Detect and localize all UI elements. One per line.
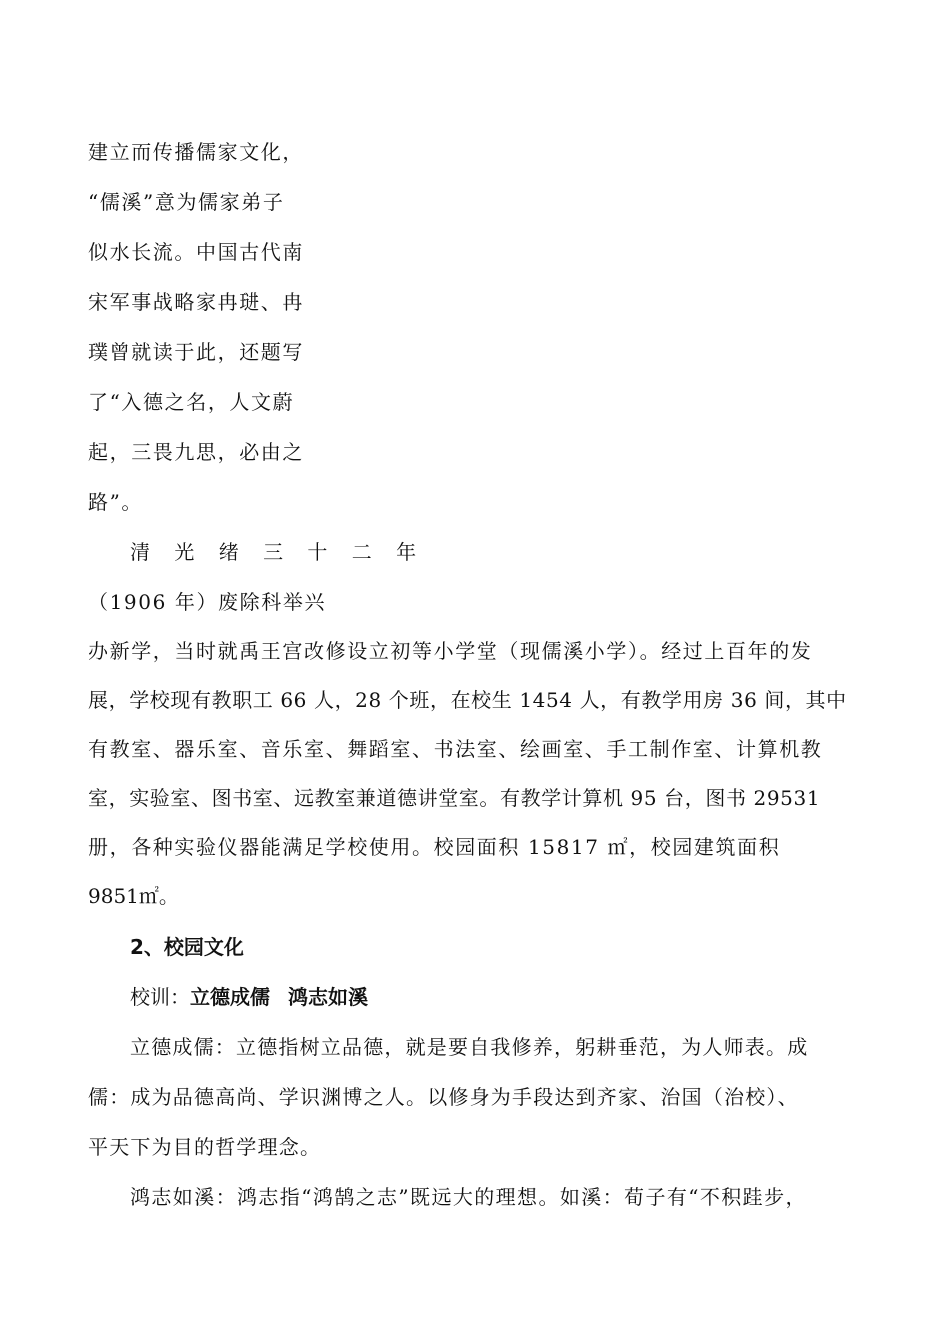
text-line: （1906 年）废除科举兴 [88, 590, 327, 614]
text-line: 册，各种实验仪器能满足学校使用。校园面积 15817 ㎡，校园建筑面积 [88, 835, 781, 859]
school-motto [130, 972, 368, 1022]
narrow-column-text [88, 127, 426, 627]
text-line: 璞曾就读于此，还题写 [88, 340, 304, 364]
text-line: 清 光 绪 三 十 二 年 [130, 540, 426, 564]
text-line: 立德成儒：立德指树立品德，就是要自我修养，躬耕垂范，为人师表。成 [130, 1035, 809, 1059]
motto-part-1: 立德成儒 [190, 985, 270, 1009]
text-line: 宋军事战略家冉琎、冉 [88, 290, 304, 314]
text-line: 展，学校现有教职工 66 人，28 个班，在校生 1454 人，有教学用房 36 间，其中 [88, 688, 847, 712]
text-line: 室，实验室、图书室、远教室兼道德讲堂室。有教学计算机 95 台，图书 29531 [88, 786, 821, 810]
text-line: 9851㎡。 [88, 884, 179, 908]
text-line: 有教室、器乐室、音乐室、舞蹈室、书法室、绘画室、手工制作室、计算机教 [88, 737, 823, 761]
text-line: 建立而传播儒家文化， [88, 140, 304, 164]
motto-explanation-1 [88, 1022, 868, 1172]
motto-part-2: 鸿志如溪 [288, 985, 368, 1009]
motto-explanation-2 [88, 1172, 868, 1222]
motto-label: 校训： [130, 985, 190, 1009]
text-line: 起，三畏九思，必由之 [88, 440, 304, 464]
text-line: 了“入德之名，人文蔚 [88, 390, 295, 414]
text-line: 儒：成为品德高尚、学识渊博之人。以修身为手段达到齐家、治国（治校）、 [88, 1085, 799, 1109]
text-line: 路”。 [88, 490, 144, 514]
text-line: 办新学，当时就禹王宫改修设立初等小学堂（现儒溪小学）。经过上百年的发 [88, 639, 813, 663]
text-line: 平天下为目的哲学理念。 [88, 1135, 322, 1159]
text-line: 鸿志如溪：鸿志指“鸿鹄之志”既远大的理想。如溪：荀子有“不积跬步， [130, 1185, 807, 1209]
text-line: 似水长流。中国古代南 [88, 240, 304, 264]
section-heading: 2、校园文化 [130, 935, 244, 959]
history-paragraph [88, 627, 868, 921]
text-line: “儒溪”意为儒家弟子 [88, 190, 285, 214]
